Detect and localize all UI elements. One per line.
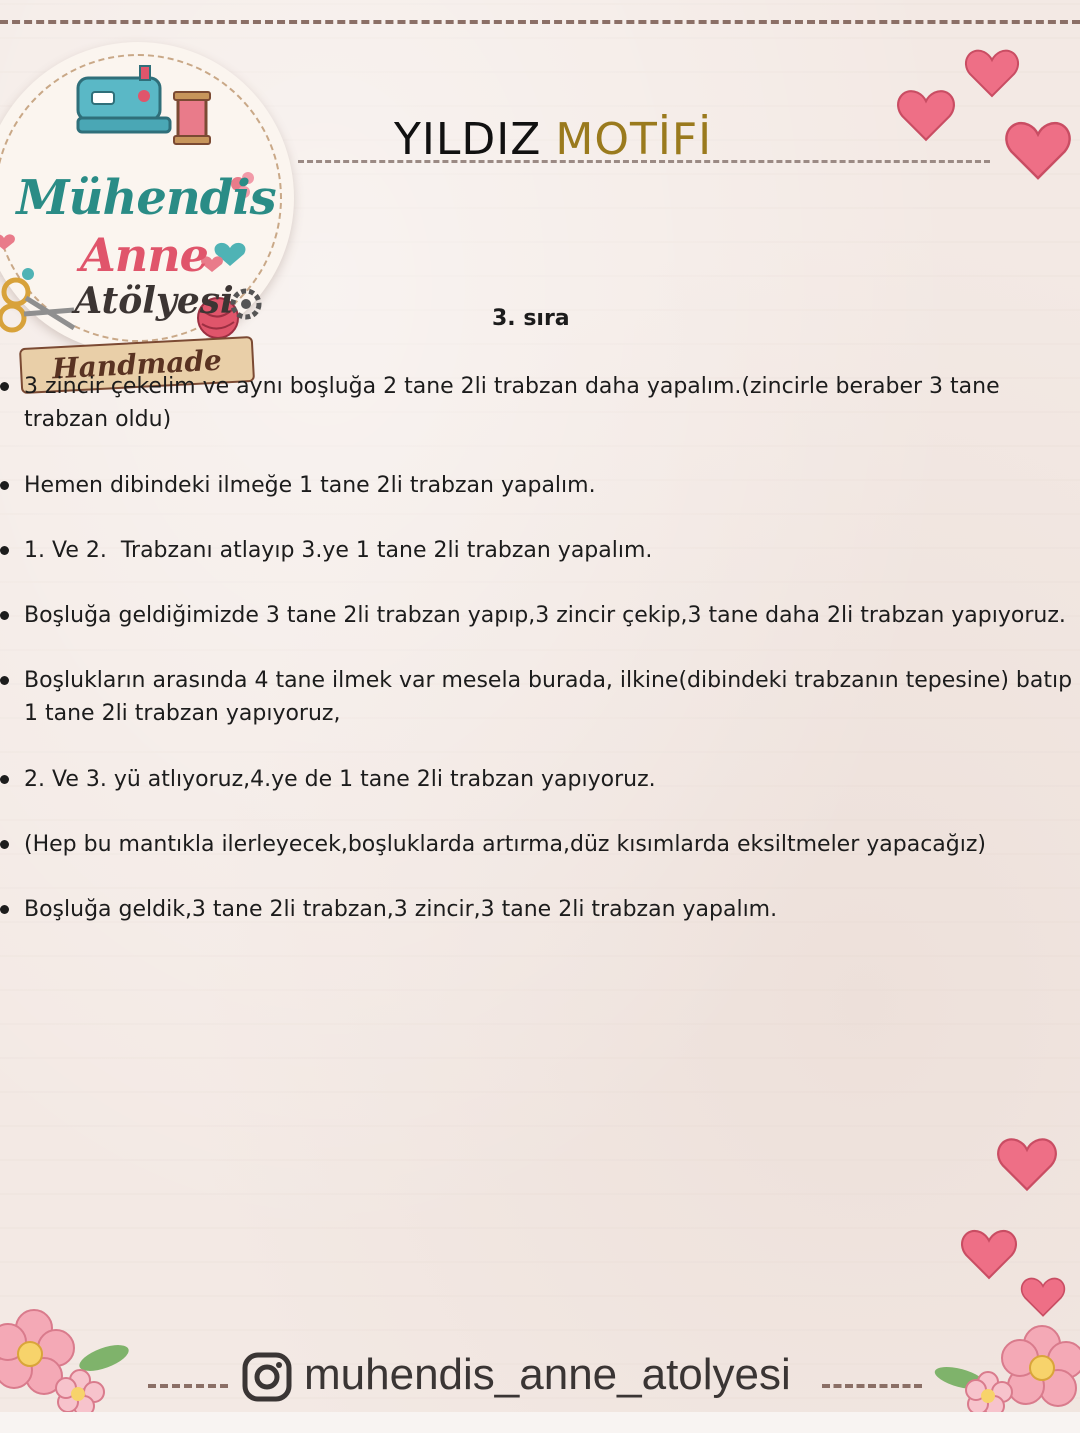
logo-word-muhendis: Mühendis	[16, 170, 276, 226]
heart-icon	[1004, 116, 1072, 182]
list-item-text: Boşluğa geldiğimizde 3 tane 2li trabzan yapıp,3 zincir çekip,3 tane daha 2li trabzan yapıyoruz.	[24, 603, 1066, 628]
bullet-icon	[0, 775, 9, 784]
bullet-icon	[0, 905, 9, 914]
title-word-yildiz: YILDIZ	[394, 114, 542, 165]
page-title	[394, 114, 712, 166]
bullet-icon	[0, 676, 9, 685]
instagram-handle-link[interactable]: muhendis_anne_atolyesi	[304, 1350, 791, 1399]
list-item-text: Hemen dibindeki ilmeğe 1 tane 2li trabzan yapalım.	[24, 473, 596, 498]
sewing-machine-icon	[78, 66, 170, 132]
list-item-text: 2. Ve 3. yü atlıyoruz,4.ye de 1 tane 2li trabzan yapıyoruz.	[24, 767, 656, 792]
heart-icon	[1020, 1274, 1066, 1318]
heart-icon	[896, 86, 956, 142]
list-item-text: (Hep bu mantıkla ilerleyecek,boşluklarda artırma,düz kısımlarda eksiltmeler yapacağız)	[24, 832, 986, 857]
bullet-icon	[0, 481, 9, 490]
list-item-text: 3 zincir çekelim ve aynı boşluğa 2 tane 2li trabzan daha yapalım.(zincirle beraber 3 tane trabzan oldu)	[24, 374, 1000, 432]
title-word-motifi: MOTİFİ	[555, 114, 713, 165]
footer-dashed-line-right	[822, 1384, 922, 1388]
logo-ribbon-text: Handmade	[51, 343, 223, 386]
bullet-icon	[0, 611, 9, 620]
bottom-band	[0, 1412, 1080, 1433]
bullet-icon	[0, 382, 9, 391]
thread-spool-icon	[174, 92, 210, 144]
bullet-icon	[0, 840, 9, 849]
top-dashed-border	[0, 20, 1080, 24]
flower-cluster-left-icon	[0, 1306, 140, 1416]
list-item-text: Boşlukların arasında 4 tane ilmek var mesela burada, ilkine(dibindeki trabzanın tepesine) batıp 1 tane 2li trabzan yapıyoruz,	[24, 668, 1073, 726]
row-heading: 3. sıra	[492, 306, 570, 331]
logo-word-anne: Anne	[80, 228, 208, 282]
heart-icon	[964, 46, 1020, 98]
bullet-icon	[0, 546, 9, 555]
flower-cluster-right-icon	[930, 1320, 1080, 1416]
heart-icon	[996, 1134, 1058, 1192]
brand-logo	[0, 42, 294, 386]
logo-word-atolyesi: Atölyesi	[74, 280, 234, 322]
list-item-text: Boşluğa geldik,3 tane 2li trabzan,3 zincir,3 tane 2li trabzan yapalım.	[24, 897, 778, 922]
instagram-icon[interactable]	[242, 1352, 292, 1402]
heart-icon	[960, 1226, 1018, 1280]
footer-dashed-line-left	[148, 1384, 228, 1388]
list-item-text: 1. Ve 2. Trabzanı atlayıp 3.ye 1 tane 2li trabzan yapalım.	[24, 538, 653, 563]
